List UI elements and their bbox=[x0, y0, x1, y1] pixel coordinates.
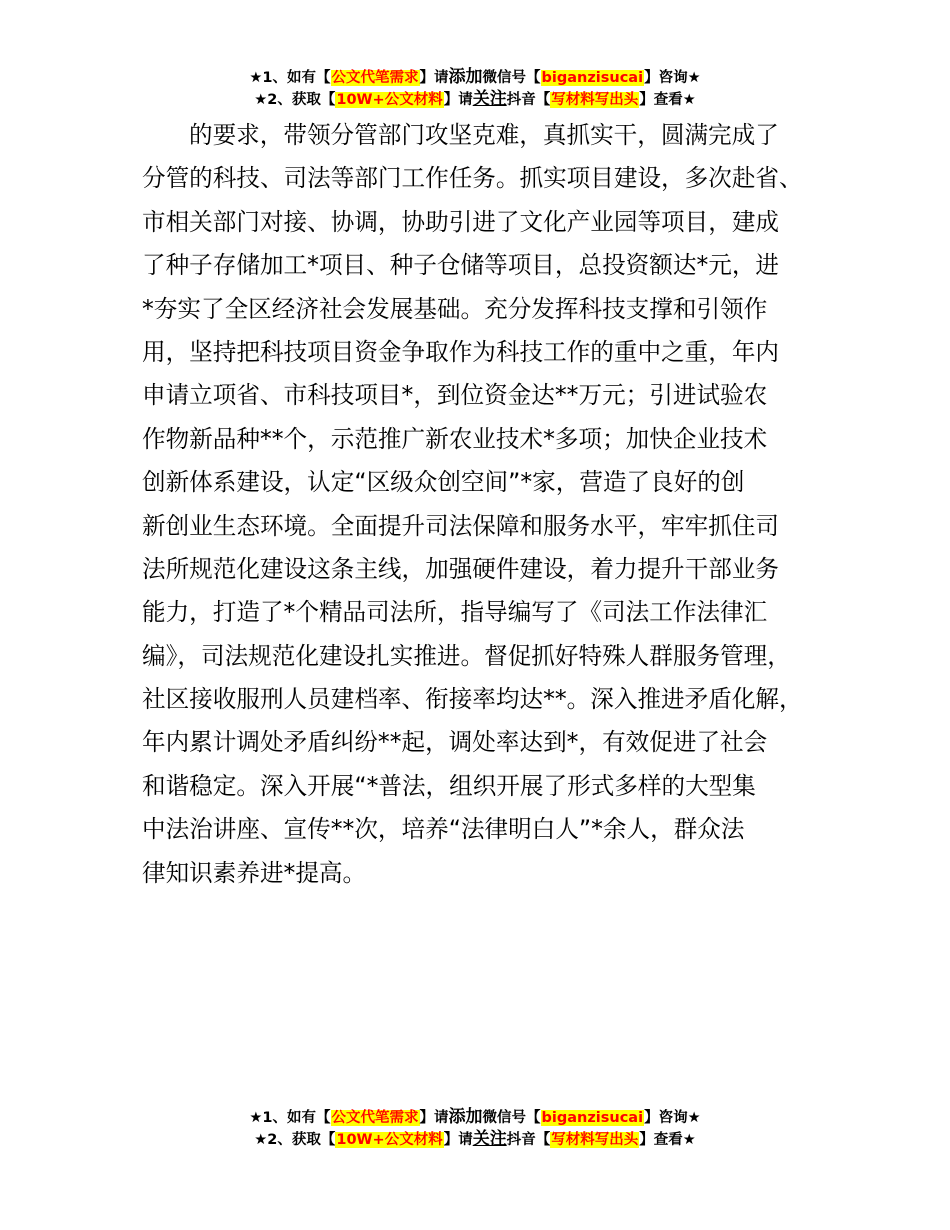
footer-line-2-text-2: 抖音【 bbox=[506, 1132, 551, 1148]
header-banner bbox=[0, 66, 950, 110]
banner-line-1-emphasis: 添加 bbox=[448, 67, 483, 87]
banner-line-2 bbox=[0, 88, 950, 110]
footer-line-1-emphasis: 添加 bbox=[448, 1107, 483, 1127]
footer-line-1-suffix: 】咨询★ bbox=[644, 1110, 701, 1126]
banner-line-1-highlight-1: 公文代笔需求 bbox=[331, 70, 419, 86]
body-line: 律知识素养进*提高。 bbox=[142, 858, 367, 887]
footer-line-2-text-1: 】请 bbox=[443, 1132, 473, 1148]
body-line: 新创业生态环境。全面提升司法保障和服务水平，牢牢抓住司 bbox=[142, 511, 780, 540]
footer-line-2-highlight-1: 10W+公文材料 bbox=[336, 1132, 443, 1148]
banner-line-2-text-2: 抖音【 bbox=[506, 92, 551, 108]
body-line: 市相关部门对接、协调，协助引进了文化产业园等项目，建成 bbox=[142, 207, 780, 236]
footer-line-2-prefix: ★2、获取【 bbox=[254, 1132, 336, 1148]
banner-line-1-text-1: 】请 bbox=[419, 70, 449, 86]
body-paragraph bbox=[142, 114, 842, 895]
body-line: 了种子存储加工*项目、种子仓储等项目，总投资额达*元，进 bbox=[142, 251, 780, 280]
banner-line-1 bbox=[0, 66, 950, 88]
body-line: 年内累计调处矛盾纠纷**起，调处率达到*，有效促进了社会 bbox=[142, 728, 768, 757]
footer-line-2-emphasis: 关注 bbox=[472, 1129, 507, 1149]
body-line: 中法治讲座、宣传**次，培养“法律明白人”*余人，群众法 bbox=[142, 815, 745, 844]
banner-line-2-suffix: 】查看★ bbox=[639, 92, 696, 108]
body-line: 用，坚持把科技项目资金争取作为科技工作的重中之重，年内 bbox=[142, 337, 780, 366]
banner-line-2-highlight-1: 10W+公文材料 bbox=[336, 92, 443, 108]
body-line: 社区接收服刑人员建档率、衔接率均达**。深入推进矛盾化解， bbox=[142, 685, 803, 714]
body-line: 的要求，带领分管部门攻坚克难，真抓实干，圆满完成了 bbox=[189, 121, 779, 149]
footer-line-1-prefix: ★1、如有【 bbox=[249, 1110, 331, 1126]
body-line: 分管的科技、司法等部门工作任务。抓实项目建设，多次赴省、 bbox=[142, 164, 803, 193]
body-line: 能力，打造了*个精品司法所，指导编写了《司法工作法律汇 bbox=[142, 598, 768, 627]
banner-line-2-prefix: ★2、获取【 bbox=[254, 92, 336, 108]
footer-line-2-highlight-2: 写材料写出头 bbox=[551, 1132, 639, 1148]
footer-line-1-highlight-2: biganzisucai bbox=[541, 1110, 644, 1126]
banner-line-2-highlight-2: 写材料写出头 bbox=[551, 92, 639, 108]
body-line: 作物新品种**个，示范推广新农业技术*多项；加快企业技术 bbox=[142, 424, 768, 453]
footer-line-1 bbox=[0, 1106, 950, 1128]
banner-line-1-prefix: ★1、如有【 bbox=[249, 70, 331, 86]
footer-line-1-text-1: 】请 bbox=[419, 1110, 449, 1126]
footer-line-2-suffix: 】查看★ bbox=[639, 1132, 696, 1148]
banner-line-1-highlight-2: biganzisucai bbox=[541, 70, 644, 86]
banner-line-2-text-1: 】请 bbox=[443, 92, 473, 108]
body-line: 编》，司法规范化建设扎实推进。督促抓好特殊人群服务管理， bbox=[142, 641, 791, 670]
body-line: *夯实了全区经济社会发展基础。充分发挥科技支撑和引领作 bbox=[142, 294, 768, 323]
footer-banner bbox=[0, 1106, 950, 1150]
body-line: 创新体系建设，认定“区级众创空间”*家，营造了良好的创 bbox=[142, 468, 745, 497]
body-line: 申请立项省、市科技项目*，到位资金达**万元；引进试验农 bbox=[142, 381, 768, 410]
banner-line-1-suffix: 】咨询★ bbox=[644, 70, 701, 86]
footer-line-2 bbox=[0, 1128, 950, 1150]
footer-line-1-text-2: 微信号【 bbox=[482, 1110, 541, 1126]
banner-line-2-emphasis: 关注 bbox=[472, 89, 507, 109]
body-line: 和谐稳定。深入开展“*普法，组织开展了形式多样的大型集 bbox=[142, 771, 756, 800]
body-line: 法所规范化建设这条主线，加强硬件建设，着力提升干部业务 bbox=[142, 554, 780, 583]
banner-line-1-text-2: 微信号【 bbox=[482, 70, 541, 86]
footer-line-1-highlight-1: 公文代笔需求 bbox=[331, 1110, 419, 1126]
